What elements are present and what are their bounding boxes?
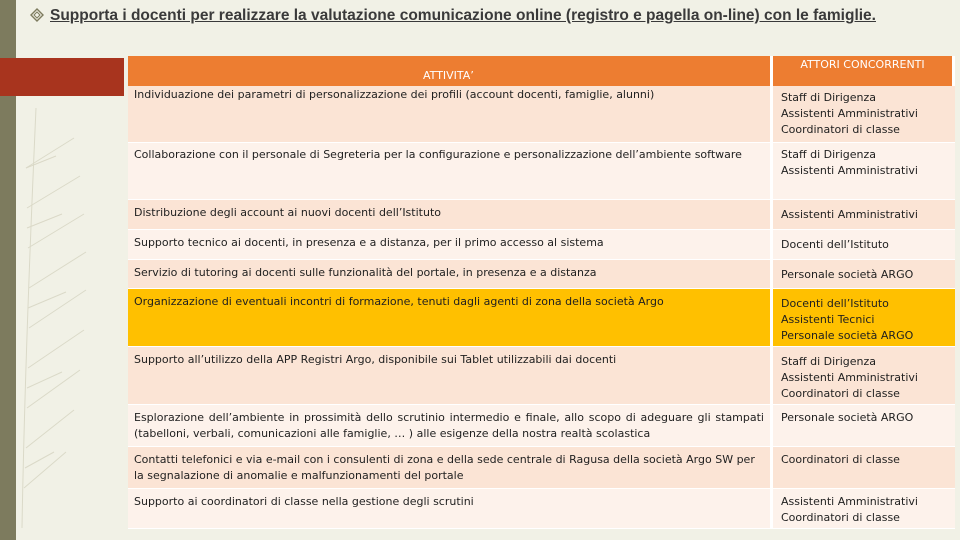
actor-name: Assistenti Amministrativi [781,107,918,120]
table-row [128,405,955,447]
activity-cell: Organizzazione di eventuali incontri di formazione, tenuti dagli agenti di zona della società Argo [128,289,773,347]
slide-title-text: Supporta i docenti per realizzare la valutazione comunicazione online (registro e pagella on-line) con le famiglie. [50,7,876,24]
slide-title [30,6,945,25]
header-activity: ATTIVITA’ [128,56,773,86]
actor-name: Assistenti Amministrativi [781,208,918,221]
actor-name: Assistenti Amministrativi [781,495,918,508]
activity-cell: Servizio di tutoring ai docenti sulle funzionalità del portale, in presenza e a distanza [128,260,773,289]
actors-cell [773,86,955,143]
actor-name: Personale società ARGO [781,411,914,424]
table-row [128,230,955,260]
actor-name: Staff di Dirigenza [781,91,876,104]
activity-cell: Supporto ai coordinatori di classe nella gestione degli scrutini [128,489,773,529]
actor-name: Coordinatori di classe [781,453,900,466]
actor-name: Coordinatori di classe [781,387,900,400]
diamond-bullet-icon [30,8,44,22]
actor-name: Personale società ARGO [781,268,914,281]
activity-cell: Supporto tecnico ai docenti, in presenza e a distanza, per il primo accesso al sistema [128,230,773,260]
activity-cell: Supporto all’utilizzo della APP Registri Argo, disponibile sui Tablet utilizzabili dai docenti [128,347,773,405]
actor-name: Personale società ARGO [781,329,914,342]
table-row [128,200,955,230]
table-row-highlighted [128,289,955,347]
activity-cell: Contatti telefonici e via e-mail con i consulenti di zona e della sede centrale di Ragusa della società Argo SW per la segnalazione di anomalie e malfunzionamenti del portale [128,447,773,489]
actors-cell [773,405,955,447]
activity-cell: Collaborazione con il personale di Segreteria per la configurazione e personalizzazione dell’ambiente software [128,143,773,200]
activity-cell: Distribuzione degli account ai nuovi docenti dell’Istituto [128,200,773,230]
table-row [128,347,955,405]
table-row [128,260,955,289]
actor-name: Docenti dell’Istituto [781,238,889,251]
actors-cell [773,260,955,289]
actors-cell [773,447,955,489]
activity-cell: Individuazione dei parametri di personalizzazione dei profili (account docenti, famiglie, alunni) [128,86,773,143]
actors-cell [773,347,955,405]
actors-cell [773,200,955,230]
actor-name: Staff di Dirigenza [781,355,876,368]
table-row [128,447,955,489]
actor-name: Assistenti Amministrativi [781,164,918,177]
actor-name: Assistenti Amministrativi [781,371,918,384]
actor-name: Staff di Dirigenza [781,148,876,161]
table-header-row [128,56,955,86]
activity-cell: Esplorazione dell’ambiente in prossimità dello scrutinio intermedio e finale, allo scopo di adeguare gli stampati (tabelloni, verbali, comunicazioni alle famiglie, … ) alle esigenze della nostra realtà scolastica [128,405,773,447]
actors-cell [773,289,955,347]
activities-table [128,56,955,529]
table-row [128,143,955,200]
actor-name: Coordinatori di classe [781,123,900,136]
table-row [128,489,955,529]
actors-cell [773,230,955,260]
actor-name: Assistenti Tecnici [781,313,875,326]
header-actors: ATTORI CONCORRENTI [773,56,955,86]
table-row [128,86,955,143]
actor-name: Docenti dell’Istituto [781,297,889,310]
actors-cell [773,489,955,529]
fern-decoration [14,48,134,538]
actor-name: Coordinatori di classe [781,511,900,524]
actors-cell [773,143,955,200]
